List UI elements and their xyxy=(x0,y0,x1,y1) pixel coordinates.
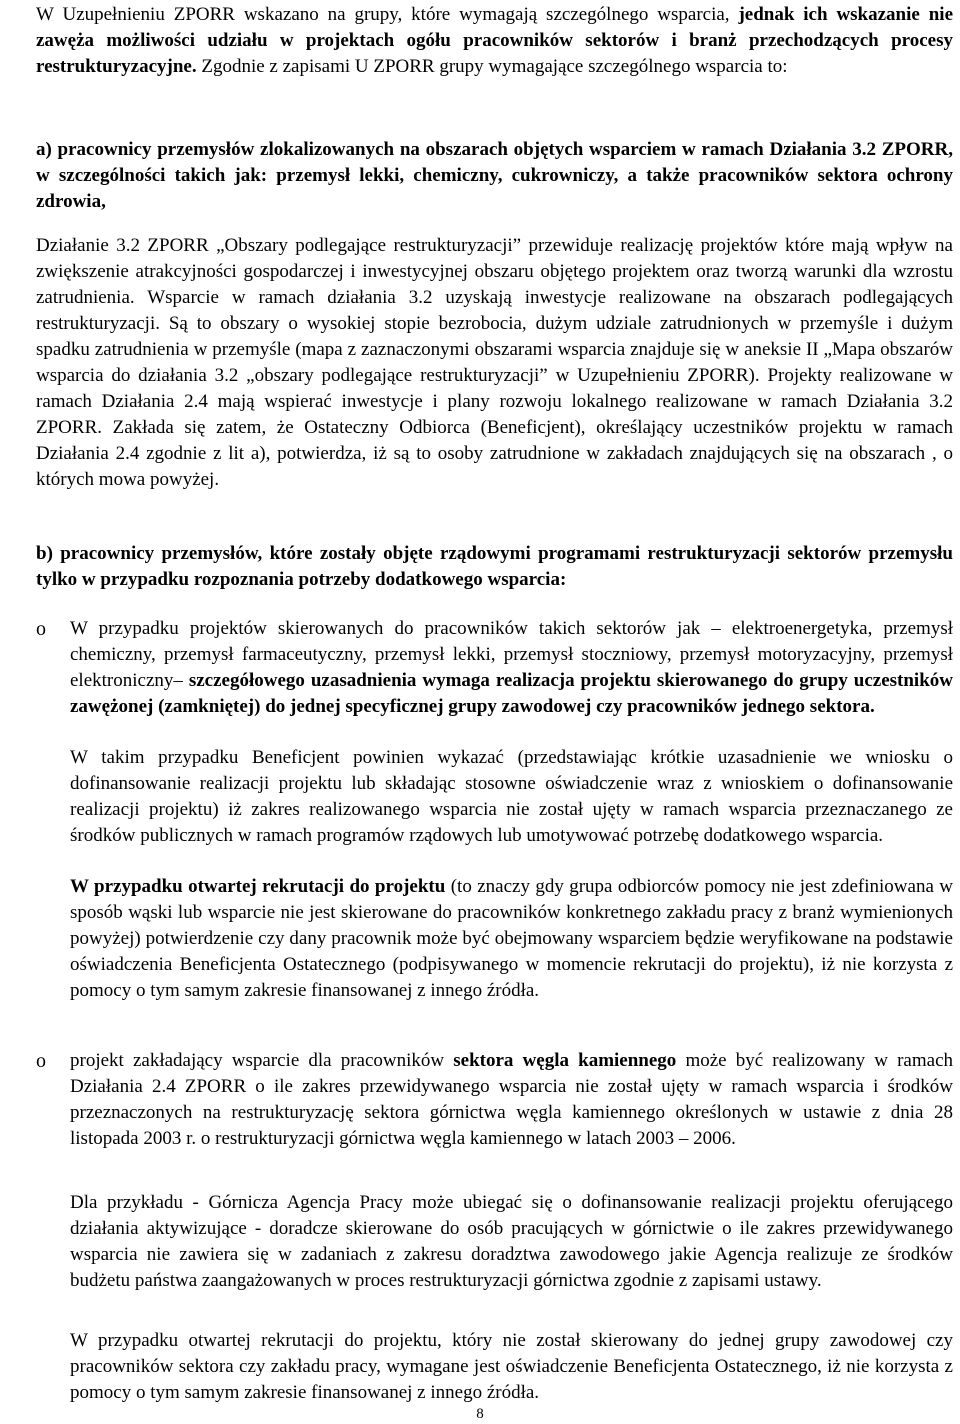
bullet-2-paragraph-3: W przypadku otwartej rekrutacji do projektu, który nie został skierowany do jednej grupy zawodowej czy pracowników sektora czy zakładu pracy, wymagane jest oświadczenie Beneficjenta Ostatecznego, iż nie korzysta z pomocy o tym samym zakresie finansowanej z innego źródła. xyxy=(70,1330,953,1403)
bullet-1-p3-text: (to znaczy gdy grupa odbiorców pomocy nie jest zdefiniowana w sposób wąski lub wsparcie nie jest skierowane do pracowników konkretnego zakładu pracy z branż wymienionych powyżej) potwierdzenie czy dany pracownik może być obejmowany wsparciem będzie weryfikowane na podstawie oświadczenia Beneficjenta Ostatecznego (podpisywanego w momencie rekrutacji do projektu), iż nie korzysta z pomocy o tym samym zakresie finansowanej z innego źródła. xyxy=(70,876,953,1001)
bullet-1-text: W przypadku projektów skierowanych do pracowników takich sektorów jak – elektroenergetyka, przemysł chemiczny, przemysł farmaceutyczny, przemysł lekki, przemysł stoczniowy, przemysł motoryzacyjny, przemysł elektroniczny– xyxy=(70,618,953,691)
intro-text-bold: jednak ich wskazanie nie zawęża możliwości udziału w projektach ogółu pracowników sektorów i branż przechodzących procesy restrukturyzacyjne. xyxy=(36,4,953,77)
bullet-2-text-1: projekt zakładający wsparcie dla pracowników xyxy=(70,1050,454,1071)
bullet-1-paragraph-2: W takim przypadku Beneficjent powinien wykazać (przedstawiając krótkie uzasadnienie we wniosku o dofinansowanie realizacji projektu lub składając stosowne oświadczenie wraz z wnioskiem o dofinansowanie realizacji projektu) iż zakres realizowanego wsparcia nie został ujęty w ramach wsparcia przeznaczanego ze środków publicznych w ramach programów rządowych lub umotywować potrzebę dodatkowego wsparcia. xyxy=(70,747,953,846)
bullet-marker-1: o xyxy=(36,618,46,640)
item-b-heading: b) pracownicy przemysłów, które zostały objęte rządowymi programami restrukturyzacji sektorów przemysłu tylko w przypadku rozpoznania potrzeby dodatkowego wsparcia: xyxy=(36,543,953,590)
bullet-1-paragraph-3 xyxy=(70,874,953,1004)
item-a-body: Działanie 3.2 ZPORR „Obszary podlegające restrukturyzacji” przewiduje realizację projektów które mają wpływ na zwiększenie atrakcyjności gospodarczej i inwestycyjnej obszaru objętego projektem oraz tworzą warunki dla wzrostu zatrudnienia. Wsparcie w ramach działania 3.2 uzyskają inwestycje realizowane na obszarach podlegających restrukturyzacji. Są to obszary o wysokiej stopie bezrobocia, dużym udziale zatrudnionych w przemyśle i dużym spadku zatrudnienia w przemyśle (mapa z zaznaczonymi obszarami wsparcia znajduje się w aneksie II „Mapa obszarów wsparcia do działania 3.2 „obszary podlegające restrukturyzacji” w Uzupełnieniu ZPORR). Projekty realizowane w ramach Działania 2.4 mają wspierać inwestycje i plany rozwoju lokalnego realizowane w ramach Działania 3.2 ZPORR. Zakłada się zatem, że Ostateczny Odbiorca (Beneficjent), określający uczestników projektu w ramach Działania 2.4 zgodnie z lit a), potwierdza, iż są to osoby zatrudnione w zakładach znajdujących się na obszarach , o których mowa powyżej. xyxy=(36,235,953,490)
intro-paragraph xyxy=(36,2,953,80)
bullet-2-text-2: może być realizowany w ramach Działania 2.4 ZPORR o ile zakres przewidywanego wsparcia nie został ujęty w ramach wsparcia i środków przeznaczonych na restrukturyzację sektora górnictwa węgla kamiennego określonych w ustawie z dnia 28 listopada 2003 r. o restrukturyzacji górnictwa węgla kamiennego w latach 2003 – 2006. xyxy=(70,1050,954,1149)
bullet-2-paragraph xyxy=(70,1048,953,1152)
bullet-1-p3-bold: W przypadku otwartej rekrutacji do projektu xyxy=(70,876,446,897)
item-a-heading: a) pracownicy przemysłów zlokalizowanych na obszarach objętych wsparciem w ramach Działania 3.2 ZPORR, w szczególności takich jak: przemysł lekki, chemiczny, cukrowniczy, a także pracowników sektora ochrony zdrowia, xyxy=(36,139,953,212)
intro-text-2: Zgodnie z zapisami U ZPORR grupy wymagające szczególnego wsparcia to: xyxy=(196,56,788,77)
bullet-1-bold-text: szczegółowego uzasadnienia wymaga realizacja projektu skierowanego do grupy uczestników zawężonej (zamkniętej) do jednej specyficznej grupy zawodowej czy pracowników jednego sektora. xyxy=(70,670,954,717)
page-number: 8 xyxy=(476,1406,484,1422)
bullet-1-paragraph xyxy=(70,616,953,720)
intro-text-1: W Uzupełnieniu ZPORR wskazano na grupy, które wymagają szczególnego wsparcia, xyxy=(36,4,739,25)
bullet-marker-2: o xyxy=(36,1050,46,1072)
bullet-2-bold-text: sektora węgla kamiennego xyxy=(453,1050,677,1071)
bullet-2-paragraph-2: Dla przykładu - Górnicza Agencja Pracy może ubiegać się o dofinansowanie realizacji projektu oferującego działania aktywizujące - doradcze skierowane do osób pracujących w górnictwie o ile zakres przewidywanego wsparcia nie zawiera się w zadaniach z zakresu doradztwa zawodowego jakie Agencja realizuje ze środków budżetu państwa zaangażowanych w proces restrukturyzacji górnictwa zgodnie z zapisami ustawy. xyxy=(70,1192,953,1291)
